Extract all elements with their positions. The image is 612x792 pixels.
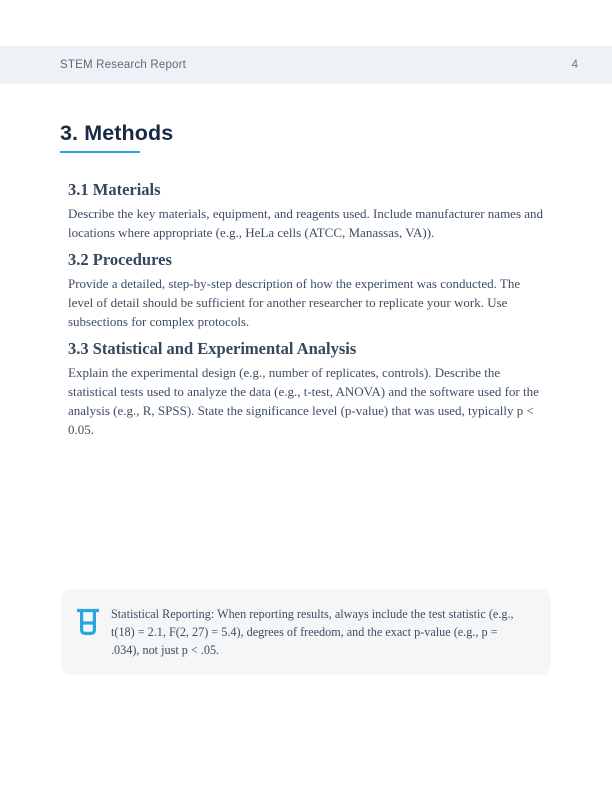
- section-body: Provide a detailed, step-by-step description of how the experiment was conducted. The level of detail should be sufficient for another researcher to replicate your work. Use subsections for complex protocols.: [68, 276, 521, 329]
- running-header: [0, 46, 612, 84]
- section-heading: 3.3 Statistical and Experimental Analysis: [68, 339, 357, 358]
- callout-box: [61, 589, 551, 675]
- section-statistical-analysis: [68, 339, 544, 439]
- section-body: Describe the key materials, equipment, and reagents used. Include manufacturer names and locations where appropriate (e.g., HeLa cells (ATCC, Manassas, VA)).: [68, 206, 544, 240]
- title-underline-accent: [60, 151, 140, 153]
- callout-text: Statistical Reporting: When reporting results, always include the test statistic (e.g., t(18) = 2.1, F(2, 27) = 5.4), degrees of freedom, and the exact p-value (e.g., p = .034), not just p < .05.: [111, 607, 514, 657]
- running-header-title: STEM Research Report: [60, 59, 187, 71]
- section-materials: [68, 180, 544, 242]
- beaker-icon: [77, 608, 99, 636]
- section-body: Explain the experimental design (e.g., number of replicates, controls). Describe the statistical tests used to analyze the data (e.g., t-test, ANOVA) and the software used for the analysis (e.g., R, SPSS). State the significance level (p-value) that was used, typically p < 0.05.: [68, 365, 539, 437]
- page-number: 4: [571, 59, 578, 71]
- section-procedures: [68, 250, 544, 331]
- page-content: [68, 180, 544, 447]
- section-heading: 3.1 Materials: [68, 180, 161, 199]
- section-heading: 3.2 Procedures: [68, 250, 172, 269]
- page-title: 3. Methods: [60, 121, 174, 145]
